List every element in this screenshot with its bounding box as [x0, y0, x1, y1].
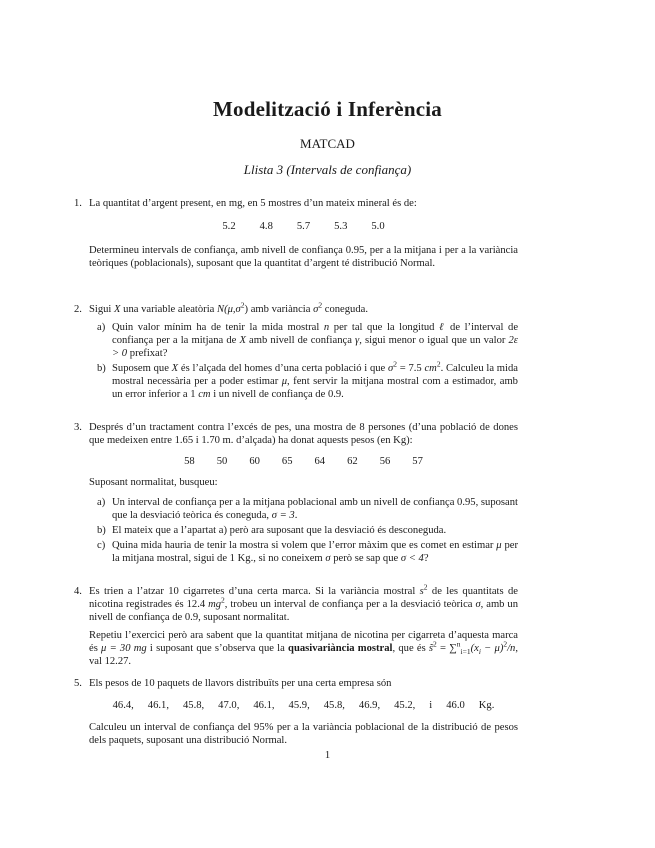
values-row [89, 455, 518, 468]
problem-paragraph-2: Repetiu l’exercici però ara sabent que la quantitat mitjana de nicotina per cigarreta d’aquesta marca és μ = 30 mg i suposant que s’observa que la quasivariància mostral, que és s̃$^2$ = $\sum^n_{i=1}(x_i - \mu)^2/n$, val 12.27. [89, 630, 518, 667]
problem-number: 1. [74, 198, 82, 209]
problem-text: Calculeu un interval de confiança del 95% per a la variància poblacional de la distribució de pesos dels paquets, suposant una distribució Normal. [89, 722, 518, 746]
problem-lead: Suposant normalitat, busqueu: [89, 477, 218, 488]
problem-number: 2. [74, 304, 82, 315]
sub-label: c) [97, 540, 106, 551]
value-item: 58 [184, 456, 195, 467]
problem-intro: Els pesos de 10 paquets de llavors distribuïts per una certa empresa són [89, 678, 392, 689]
value-item: i [429, 700, 433, 711]
problem-number: 5. [74, 678, 82, 689]
sub-label: b) [97, 363, 106, 374]
values-row [89, 699, 518, 712]
sub-item-a: a) Quin valor mínim ha de tenir la mida mostral n per tal que la longitud ℓ de l’interval de confiança per a la mitjana de X amb nivell de confiança γ, sigui menor o igual que un valor 2ε > 0 prefixat? [97, 322, 519, 359]
value-item: 64 [314, 456, 326, 467]
course-name: MATCAD [300, 136, 355, 151]
value-item: 45.2, [394, 700, 416, 711]
value-item: Kg. [478, 700, 495, 711]
sub-label: b) [97, 525, 106, 536]
value-item: 57 [412, 456, 423, 467]
value-item: 5.2 [222, 221, 236, 232]
value-item: 60 [249, 456, 260, 467]
problem-intro: Sigui X una variable aleatòria $N(\mu,\sigma^2)$ amb variància $\sigma^2$ coneguda. [89, 300, 368, 315]
value-item: 46.0 [446, 700, 465, 711]
value-item: 62 [347, 456, 358, 467]
value-item: 46.1, [147, 700, 169, 711]
value-item: 56 [379, 456, 391, 467]
problem-5 [74, 677, 518, 747]
problem-intro: Després d’un tractament contra l’excés de pes, una mostra de 8 persones (d’una població de dones que medeixen entre 1.65 i 1.70 m. d’alçada) ha donat aquests pesos (en Kg): [89, 422, 518, 446]
value-item: 5.7 [296, 221, 311, 232]
page-number: 1 [324, 750, 331, 761]
value-item: 50 [216, 456, 228, 467]
value-item: 47.0, [218, 700, 240, 711]
sub-item-b: b) Suposem que X és l’alçada del homes d’una certa població i que $\sigma^2 = 7.5$ $cm^2$. Calculeu la mida mostral necessària per a poder estimar μ, fent servir la mitjana mostral com a estimador, amb un error inferior a 1 cm i un nivell de confiança de 0.9. [97, 359, 518, 400]
sub-item-a: a) Un interval de confiança per a la mitjana poblacional amb un nivell de confiança 0.95, suposant que la desviació teòrica és coneguda, σ = 3. [97, 497, 518, 521]
problem-list [74, 197, 518, 747]
sub-item-c: c) Quina mida hauria de tenir la mostra si volem que l’error màxim que es comet en estimar μ per la mitjana mostral, sigui de 1 Kg., si no coneixem σ però se sap que σ < 4? [97, 540, 518, 564]
problem-4 [74, 582, 518, 668]
list-title: Llista 3 (Intervals de confiança) [243, 162, 412, 177]
values-row [89, 220, 518, 233]
problem-intro: La quantitat d’argent present, en mg, en 5 mostres d’un mateix mineral és de: [89, 198, 417, 209]
value-item: 45.8, [323, 700, 345, 711]
sub-items [89, 321, 518, 401]
value-item: 5.3 [334, 221, 348, 232]
value-item: 46.1, [253, 700, 275, 711]
sub-items [89, 496, 518, 565]
sub-label: a) [97, 322, 106, 333]
value-item: 5.0 [371, 221, 385, 232]
problem-1 [74, 197, 518, 270]
problem-paragraph-1: Es trien a l’atzar 10 cigarretes d’una certa marca. Si la variància mostral $s^2$ de les quantitats de nicotina registrades és 12.4 $mg^2$, trobeu un interval de confiança per a la desviació teòrica σ, amb un nivell de confiança de 0.9, suposant normalitat. [89, 582, 518, 623]
problem-3 [74, 421, 518, 565]
problem-number: 3. [74, 422, 82, 433]
value-item: 45.8, [182, 700, 205, 711]
document-title: Modelització i Inferència [213, 97, 442, 121]
value-item: 45.9, [288, 700, 310, 711]
problem-number: 4. [74, 586, 82, 597]
value-item: 4.8 [259, 221, 273, 232]
sub-label: a) [97, 497, 106, 508]
problem-2 [74, 300, 519, 401]
value-item: 46.9, [358, 700, 381, 711]
value-item: 65 [281, 456, 293, 467]
value-item: 46.4, [112, 700, 134, 711]
sub-item-b: b) El mateix que a l’apartat a) però ara suposant que la desviació és desconeguda. [97, 525, 447, 536]
problem-text: Determineu intervals de confiança, amb nivell de confiança 0.95, per a la mitjana i per a la variància teòriques (poblacionals), suposant que la quantitat d’argent té distribució Normal. [89, 245, 518, 269]
